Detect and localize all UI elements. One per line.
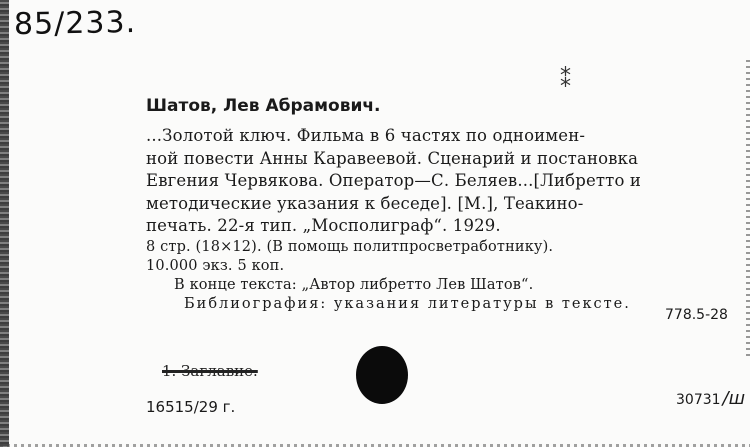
description-line: ной повести Анны Каравеевой. Сценарий и постановка <box>146 148 639 168</box>
card-left-edge <box>0 0 9 447</box>
card-right-edge <box>746 60 750 360</box>
classification-code: 778.5-28 <box>665 307 728 323</box>
catalog-number-block <box>676 388 745 409</box>
title-description <box>146 125 746 314</box>
handwritten-shelf-number: 85/233. <box>13 4 137 43</box>
description-line: Евгения Червякова. Оператор—С. Беляев...[Либретто и <box>146 171 642 190</box>
handwritten-catalog-mark: /ш <box>722 388 746 409</box>
catalog-number: 30731 <box>676 392 721 408</box>
description-line: ...Золотой ключ. Фильма в 6 частях по одноимен- <box>146 126 586 145</box>
author-heading: Шатов, Лев Абрамович. <box>146 96 381 116</box>
physical-description: 8 стр. (18×12). (В помощь политпросветработнику). <box>146 238 554 255</box>
bibliography-note: Библиография: указания литературы в тексте. <box>184 295 631 312</box>
struck-subject-heading: 1. Заглавие. <box>162 362 258 380</box>
description-line: печать. 22-я тип. „Мосполиграф“. 1929. <box>146 216 501 235</box>
ink-blot <box>356 346 408 404</box>
note-line: В конце текста: „Автор либретто Лев Шатов“. <box>174 276 534 293</box>
description-line: методические указания к беседе]. [М.], Теакино- <box>146 193 584 213</box>
record-number: 16515/29 г. <box>146 398 236 416</box>
ink-speck-icon: ⁑ <box>560 68 571 93</box>
print-run: 10.000 экз. 5 коп. <box>146 257 285 274</box>
